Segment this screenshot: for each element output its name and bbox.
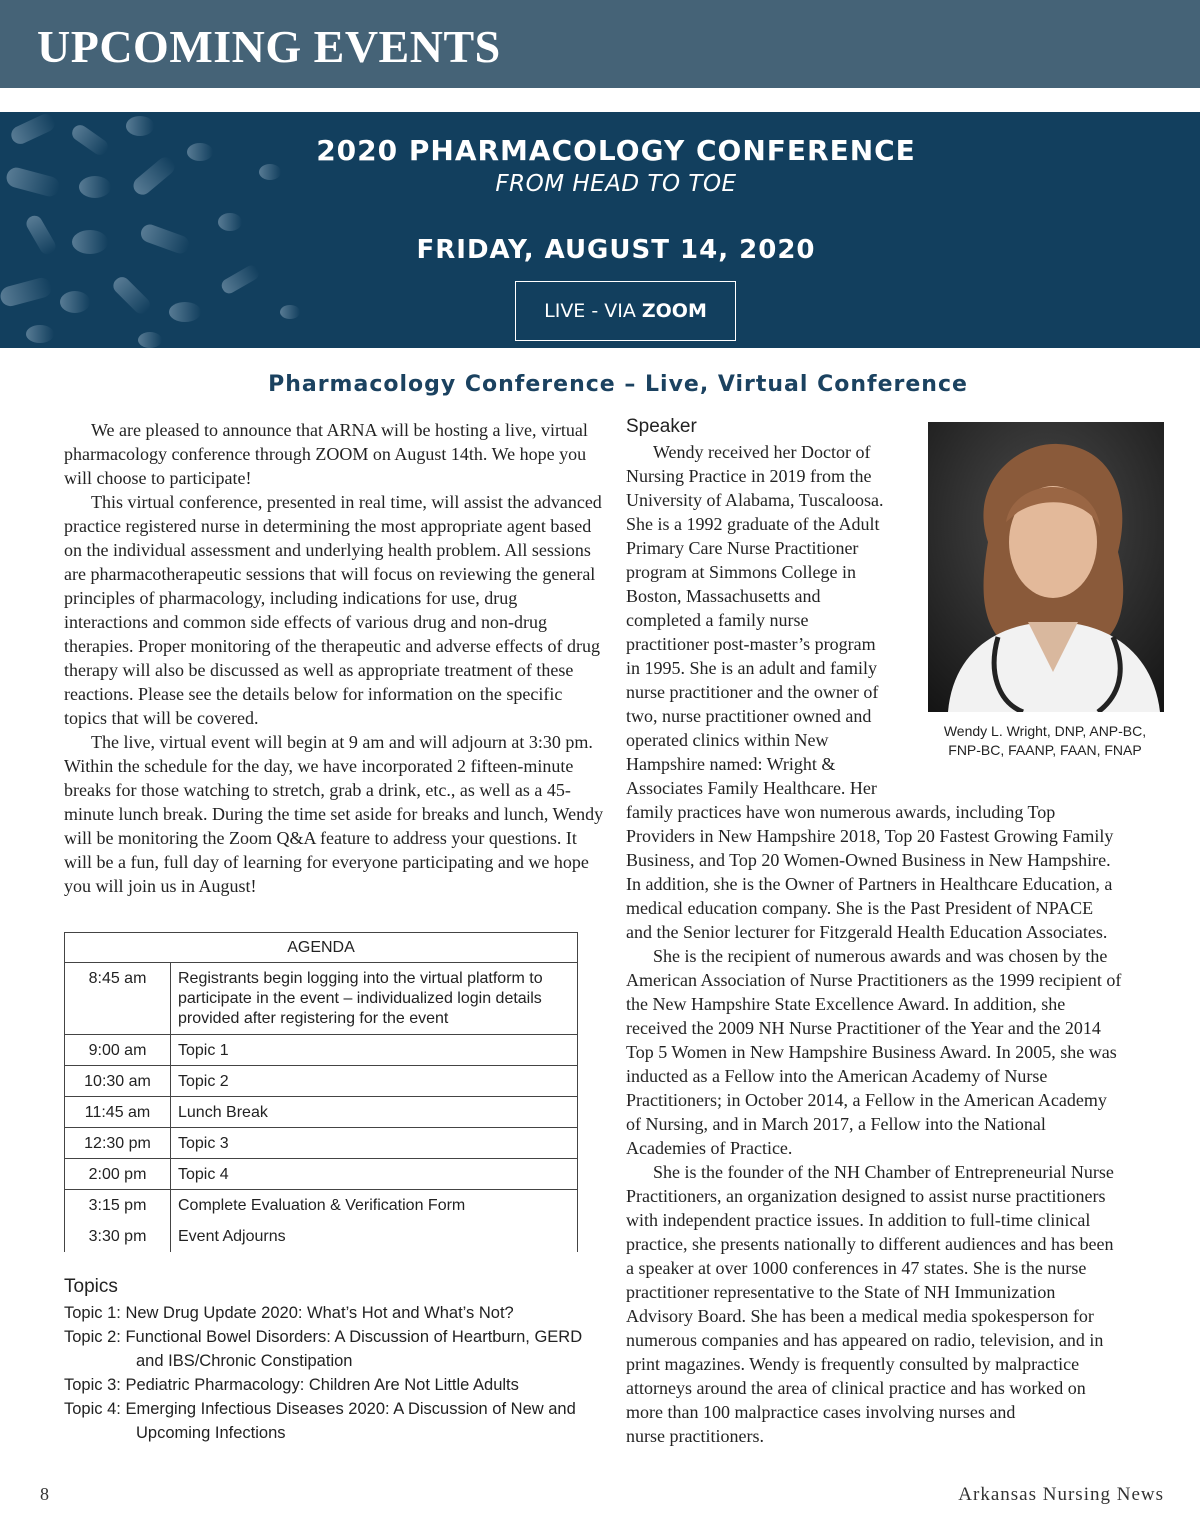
agenda-item: Topic 2 <box>171 1066 578 1097</box>
live-zoom-badge <box>515 281 736 341</box>
table-row <box>65 1221 578 1252</box>
agenda-header-row <box>65 933 578 963</box>
bio-line: Providers in New Hampshire 2018, Top 20 Fastest Growing Family <box>626 826 1114 846</box>
topic-item: Topic 3: Pediatric Pharmacology: Children Are Not Little Adults <box>64 1376 519 1394</box>
bio-line: in 1995. She is an adult and family <box>626 658 877 678</box>
banner-date: FRIDAY, AUGUST 14, 2020 <box>416 235 816 265</box>
bio-line: medical education company. She is the Past President of NPACE <box>626 898 1094 918</box>
caption-line: FNP-BC, FAANP, FAAN, FNAP <box>948 742 1142 758</box>
agenda-time: 3:15 pm <box>65 1190 171 1221</box>
table-row <box>65 1097 578 1128</box>
bio-line: inducted as a Fellow into the American Academy of Nurse <box>626 1066 1048 1086</box>
bio-line: nurse practitioners. <box>626 1426 764 1446</box>
bio-line: program at Simmons College in <box>626 562 856 582</box>
topics-heading: Topics <box>64 1276 118 1297</box>
section-heading: Pharmacology Conference – Live, Virtual Conference <box>268 372 968 397</box>
agenda-time: 12:30 pm <box>65 1128 171 1159</box>
bio-line: Boston, Massachusetts and <box>626 586 821 606</box>
caption-line: Wendy L. Wright, DNP, ANP-BC, <box>943 723 1147 739</box>
bio-line: Nursing Practice in 2019 from the <box>626 466 872 486</box>
bio-line: two, nurse practitioner owned and <box>626 706 872 726</box>
header-bar <box>0 0 1200 88</box>
speaker-heading: Speaker <box>626 416 697 437</box>
agenda-time: 10:30 am <box>65 1066 171 1097</box>
bio-line: Top 5 Women in New Hampshire Business Award. In 2005, she was <box>626 1042 1117 1062</box>
agenda-item: Registrants begin logging into the virtual platform to participate in the event – individualized login details provided after registering for the event <box>171 963 578 1035</box>
conference-banner <box>0 112 1200 348</box>
publication-name: Arkansas Nursing News <box>958 1484 1164 1505</box>
bio-line: Practitioners; in October 2014, a Fellow in the American Academy <box>626 1090 1107 1110</box>
bio-line: received the 2009 NH Nurse Practitioner of the Year and the 2014 <box>626 1018 1101 1038</box>
bio-line: Hampshire named: Wright & <box>626 754 836 774</box>
bio-line: family practices have won numerous awards, including Top <box>626 802 1056 822</box>
bio-line: Advisory Board. She has been a medical media spokesperson for <box>626 1306 1094 1326</box>
agenda-item: Topic 4 <box>171 1159 578 1190</box>
bio-line: numerous companies and has appeared on radio, television, and in <box>626 1330 1104 1350</box>
banner-title: 2020 PHARMACOLOGY CONFERENCE <box>316 134 916 167</box>
table-row <box>65 1035 578 1066</box>
bio-line: the New Hampshire State Excellence Award. In addition, she <box>626 994 1066 1014</box>
agenda-title: AGENDA <box>65 933 578 963</box>
page-title: UPCOMING EVENTS <box>37 21 501 72</box>
bio-line: completed a family nurse <box>626 610 809 630</box>
speaker-bio <box>626 440 1121 1448</box>
table-row <box>65 1190 578 1221</box>
bio-line: print magazines. Wendy is frequently consulted by malpractice <box>626 1354 1080 1374</box>
agenda-table <box>64 932 578 1252</box>
bio-line: nurse practitioner and the owner of <box>626 682 879 702</box>
table-row <box>65 1128 578 1159</box>
bio-line: Business, and Top 20 Women-Owned Business in New Hampshire. <box>626 850 1111 870</box>
bio-line: Wendy received her Doctor of <box>653 442 871 462</box>
table-row <box>65 963 578 1035</box>
agenda-time: 9:00 am <box>65 1035 171 1066</box>
bio-line: University of Alabama, Tuscaloosa. <box>626 490 884 510</box>
bio-line: practice, she presents nationally to different audiences and has been <box>626 1234 1114 1254</box>
bio-line: Primary Care Nurse Practitioner <box>626 538 859 558</box>
agenda-item: Event Adjourns <box>171 1221 578 1252</box>
agenda-time: 11:45 am <box>65 1097 171 1128</box>
intro-text <box>64 418 604 898</box>
bio-line: She is the founder of the NH Chamber of Entrepreneurial Nurse <box>653 1162 1114 1182</box>
agenda-time: 8:45 am <box>65 963 171 1035</box>
bio-line: Associates Family Healthcare. Her <box>626 778 877 798</box>
bio-line: attorneys around the area of clinical practice and has worked on <box>626 1378 1086 1398</box>
live-platform: ZOOM <box>641 300 707 322</box>
bio-line: and the Senior lecturer for Fitzgerald Health Education Associates. <box>626 922 1108 942</box>
topic-item: Topic 2: Functional Bowel Disorders: A Discussion of Heartburn, GERD and IBS/Chronic Constipation <box>64 1328 583 1370</box>
bio-line: with independent practice issues. In addition to full-time clinical <box>626 1210 1091 1230</box>
intro-paragraph: This virtual conference, presented in real time, will assist the advanced practice registered nurse in determining the most appropriate agent based on the individual assessment and underlying health problem. All sessions are pharmacotherapeutic sessions that will focus on reviewing the general principles of pharmacology, including indications for use, drug interactions and common side effects of various drug and non-drug therapies. Proper monitoring of the therapeutic and adverse effects of drug therapy will also be discussed as well as appropriate treatment of these reactions. Please see the details below for information on the specific topics that will be covered. <box>64 492 602 728</box>
topic-item: Topic 1: New Drug Update 2020: What’s Hot and What’s Not? <box>64 1304 514 1322</box>
bio-line: a speaker at over 1000 conferences in 47 states. She is the nurse <box>626 1258 1087 1278</box>
agenda-time: 3:30 pm <box>65 1221 171 1252</box>
agenda-item: Complete Evaluation & Verification Form <box>171 1190 578 1221</box>
live-prefix: LIVE - VIA <box>544 300 636 322</box>
topics-section <box>64 1274 604 1445</box>
agenda-time: 2:00 pm <box>65 1159 171 1190</box>
intro-paragraph: The live, virtual event will begin at 9 am and will adjourn at 3:30 pm. Within the schedule for the day, we have incorporated 2 fifteen-minute breaks for those watching to stretch, grab a drink, etc., as well as a 45-minute lunch break. During the time set aside for breaks and lunch, Wendy will be monitoring the Zoom Q&A feature to address your questions. It will be a fun, full day of learning for everyone participating and we hope you will join us in August! <box>64 732 604 896</box>
table-row <box>65 1159 578 1190</box>
bio-line: of Nursing, and in March 2017, a Fellow into the National <box>626 1114 1046 1134</box>
agenda-item: Topic 3 <box>171 1128 578 1159</box>
bio-line: more than 100 malpractice cases involving nurses and <box>626 1402 1016 1422</box>
topic-item: Topic 4: Emerging Infectious Diseases 2020: A Discussion of New and Upcoming Infections <box>64 1400 576 1442</box>
bio-line: Academies of Practice. <box>626 1138 793 1158</box>
bio-line: In addition, she is the Owner of Partners in Healthcare Education, a <box>626 874 1113 894</box>
bio-line: practitioner representative to the State of NH Immunization <box>626 1282 1056 1302</box>
bio-line: She is a 1992 graduate of the Adult <box>626 514 880 534</box>
bio-line: She is the recipient of numerous awards and was chosen by the <box>653 946 1108 966</box>
banner-subtitle: FROM HEAD TO TOE <box>495 171 737 197</box>
bio-line: practitioner post-master’s program <box>626 634 876 654</box>
agenda-item: Topic 1 <box>171 1035 578 1066</box>
page-number: 8 <box>40 1484 49 1504</box>
bio-line: Practitioners, an organization designed to assist nurse practitioners <box>626 1186 1106 1206</box>
bio-line: operated clinics within New <box>626 730 829 750</box>
agenda-item: Lunch Break <box>171 1097 578 1128</box>
bio-line: American Association of Nurse Practitioners as the 1999 recipient of <box>626 970 1122 990</box>
table-row <box>65 1066 578 1097</box>
intro-paragraph: We are pleased to announce that ARNA will be hosting a live, virtual pharmacology conference through ZOOM on August 14th. We hope you will choose to participate! <box>64 420 588 488</box>
